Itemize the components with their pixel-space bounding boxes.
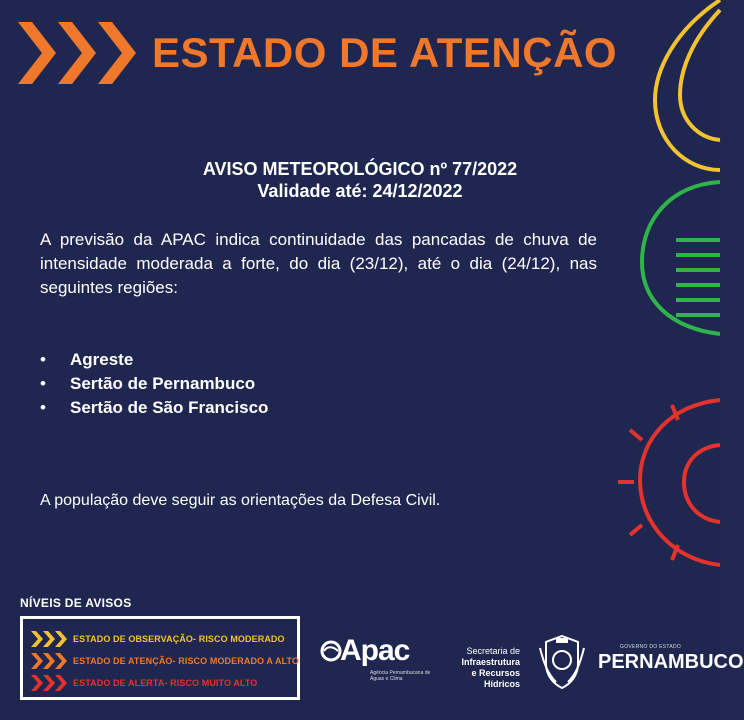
civil-defense-note: A população deve seguir as orientações da Defesa Civil. xyxy=(40,492,441,509)
list-item: • Sertão de Pernambuco xyxy=(40,372,268,396)
chevrons-icon xyxy=(31,675,71,691)
list-item: • Agreste xyxy=(40,348,268,372)
list-item: • Sertão de São Francisco xyxy=(40,396,268,420)
level-observacao xyxy=(31,629,285,649)
level-risk: - RISCO MODERADO A ALTO xyxy=(172,656,300,666)
gov-subtitle: GOVERNO DO ESTADO xyxy=(620,644,682,650)
apac-swirl-icon xyxy=(320,640,342,662)
level-alerta xyxy=(31,673,257,693)
level-risk: - RISCO MUITO ALTO xyxy=(164,678,258,688)
level-label: ESTADO DE ATENÇÃO xyxy=(73,656,173,666)
page-title: ESTADO DE ATENÇÃO xyxy=(152,29,618,76)
apac-name: Apac xyxy=(340,634,410,667)
state-crest-icon xyxy=(538,634,586,690)
level-atencao xyxy=(31,651,299,671)
seinfra-line: e Recursos Hídricos xyxy=(471,668,520,689)
regions-list xyxy=(40,348,268,420)
chevrons-icon xyxy=(31,631,71,647)
weather-decoration-icon xyxy=(580,0,720,620)
chevrons-icon xyxy=(31,653,71,669)
seinfra-logo xyxy=(438,646,520,690)
level-risk: - RISCO MODERADO xyxy=(193,634,285,644)
level-label: ESTADO DE OBSERVAÇÃO xyxy=(73,634,194,644)
notice-validity: Validade até: 24/12/2022 xyxy=(257,181,463,201)
levels-legend xyxy=(20,616,300,700)
chevrons-icon xyxy=(18,22,140,84)
apac-subtitle: Agência Pernambucana de Águas e Clima xyxy=(370,670,431,682)
gov-name: PERNAMBUCO xyxy=(598,651,744,673)
seinfra-line: Infraestrutura xyxy=(461,657,520,667)
notice-number: AVISO METEOROLÓGICO nº 77/2022 xyxy=(202,159,518,179)
forecast-text: A previsão da APAC indica continuidade das pancadas de chuva de intensidade moderada a forte, do dia (23/12), até o dia (24/12), nas seguintes regiões: xyxy=(40,230,597,297)
levels-heading: NÍVEIS DE AVISOS xyxy=(20,596,132,610)
level-label: ESTADO DE ALERTA xyxy=(73,678,165,688)
apac-logo xyxy=(320,634,440,682)
seinfra-line: Secretaria de xyxy=(466,646,520,656)
